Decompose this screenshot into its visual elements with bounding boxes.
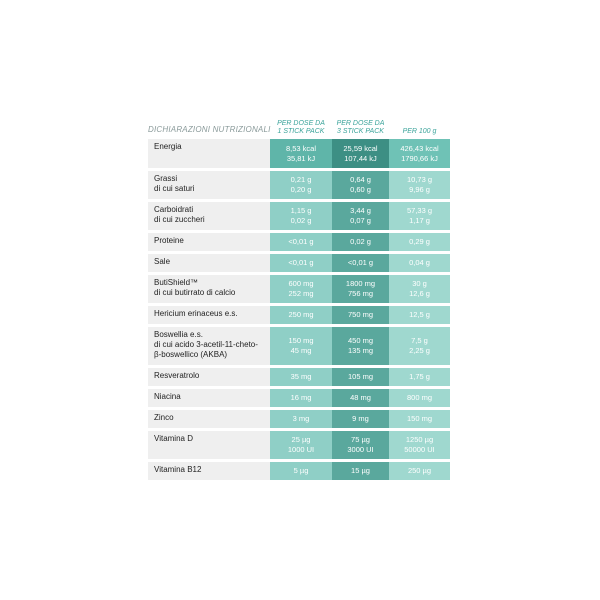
header-col-3-stick: PER DOSE DA 3 STICK PACK <box>336 120 385 135</box>
value-1-stick: 16 mg <box>270 389 332 407</box>
row-label: Hericium erinaceus e.s. <box>148 306 270 324</box>
nutrition-table <box>148 114 450 480</box>
table-row <box>148 462 450 480</box>
table-row <box>148 431 450 459</box>
value-100g: 426,43 kcal 1790,66 kJ <box>389 139 450 168</box>
value-3-stick: 450 mg 135 mg <box>332 327 389 365</box>
value-1-stick: <0,01 g <box>270 254 332 272</box>
value-1-stick: 5 µg <box>270 462 332 480</box>
row-label: Zinco <box>148 410 270 428</box>
table-row <box>148 410 450 428</box>
table-row <box>148 306 450 324</box>
value-1-stick: 3 mg <box>270 410 332 428</box>
header-col-100g: PER 100 g <box>402 128 437 135</box>
value-1-stick: 0,21 g 0,20 g <box>270 171 332 199</box>
table-row <box>148 368 450 386</box>
value-100g: 0,29 g <box>389 233 450 251</box>
table-row <box>148 139 450 168</box>
value-3-stick: 25,59 kcal 107,44 kJ <box>332 139 389 168</box>
row-label: Vitamina B12 <box>148 462 270 480</box>
table-row <box>148 202 450 230</box>
value-3-stick: 48 mg <box>332 389 389 407</box>
value-100g: 250 µg <box>389 462 450 480</box>
value-1-stick: 150 mg 45 mg <box>270 327 332 365</box>
header-label: DICHIARAZIONI NUTRIZIONALI <box>148 125 271 134</box>
value-3-stick: 75 µg 3000 UI <box>332 431 389 459</box>
value-100g: 1250 µg 50000 UI <box>389 431 450 459</box>
row-label: Resveratrolo <box>148 368 270 386</box>
value-1-stick: 8,53 kcal 35,81 kJ <box>270 139 332 168</box>
table-row <box>148 233 450 251</box>
value-100g: 0,04 g <box>389 254 450 272</box>
row-label: Carboidrati di cui zuccheri <box>148 202 270 230</box>
value-3-stick: 0,02 g <box>332 233 389 251</box>
row-label: Proteine <box>148 233 270 251</box>
value-3-stick: 3,44 g 0,07 g <box>332 202 389 230</box>
value-100g: 7,5 g 2,25 g <box>389 327 450 365</box>
value-100g: 12,5 g <box>389 306 450 324</box>
table-row <box>148 389 450 407</box>
value-3-stick: <0,01 g <box>332 254 389 272</box>
table-row <box>148 327 450 365</box>
value-1-stick: <0,01 g <box>270 233 332 251</box>
table-row <box>148 275 450 303</box>
row-label: Boswellia e.s. di cui acido 3-acetil-11-cheto- β-boswellico (AKBA) <box>148 327 270 365</box>
value-3-stick: 105 mg <box>332 368 389 386</box>
value-1-stick: 1,15 g 0,02 g <box>270 202 332 230</box>
value-100g: 800 mg <box>389 389 450 407</box>
row-label: Niacina <box>148 389 270 407</box>
row-label: Grassi di cui saturi <box>148 171 270 199</box>
table-row <box>148 254 450 272</box>
value-100g: 30 g 12,6 g <box>389 275 450 303</box>
row-label: Energia <box>148 139 270 168</box>
value-1-stick: 250 mg <box>270 306 332 324</box>
table-header <box>148 114 450 136</box>
value-3-stick: 750 mg <box>332 306 389 324</box>
header-col-1-stick: PER DOSE DA 1 STICK PACK <box>277 120 325 135</box>
row-label: Vitamina D <box>148 431 270 459</box>
table-row <box>148 171 450 199</box>
value-100g: 1,75 g <box>389 368 450 386</box>
value-1-stick: 25 µg 1000 UI <box>270 431 332 459</box>
value-100g: 10,73 g 9,96 g <box>389 171 450 199</box>
value-1-stick: 35 mg <box>270 368 332 386</box>
row-label: ButiShield™ di cui butirrato di calcio <box>148 275 270 303</box>
value-3-stick: 1800 mg 756 mg <box>332 275 389 303</box>
value-3-stick: 9 mg <box>332 410 389 428</box>
value-3-stick: 0,64 g 0,60 g <box>332 171 389 199</box>
value-1-stick: 600 mg 252 mg <box>270 275 332 303</box>
value-100g: 57,33 g 1,17 g <box>389 202 450 230</box>
value-3-stick: 15 µg <box>332 462 389 480</box>
row-label: Sale <box>148 254 270 272</box>
value-100g: 150 mg <box>389 410 450 428</box>
